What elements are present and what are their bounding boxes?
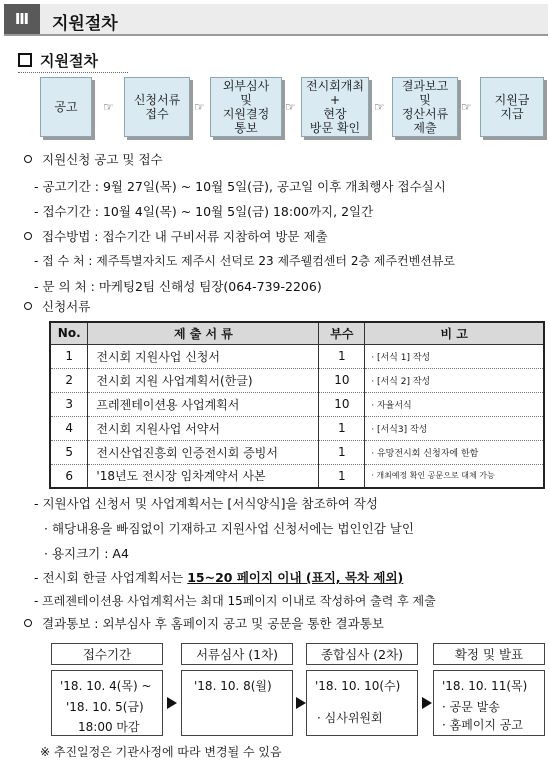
table-cell: 10 [319, 392, 365, 416]
note-line: - 프레젠테이션용 사업계획서는 최대 15페이지 이내로 작성하여 출력 후 제출 [34, 594, 436, 608]
section-title: 지원절차 [52, 14, 118, 34]
table-row [50, 464, 544, 488]
footnote: ※ 추진일정은 기관사정에 따라 변경될 수 있음 [40, 745, 282, 759]
list-item: 접수방법 : 접수기간 내 구비서류 지참하여 방문 제출 [24, 227, 328, 245]
schedule-body [51, 670, 163, 736]
notice-period: - 공고기간 : 9월 27일(목) ~ 10월 5일(금), 공고일 이후 개최행사 접수실시 [34, 179, 446, 194]
schedule-head: 확정 및 발표 [433, 643, 545, 665]
divider [18, 72, 128, 73]
note-text: - 전시회 한글 사업계획서는 [34, 570, 188, 585]
hand-pointer-icon: ☞ [103, 100, 114, 114]
schedule-date: '18. 10. 4(목) ~ [60, 679, 152, 693]
schedule-date: '18. 10. 11(목) [442, 679, 528, 693]
circle-bullet-icon [24, 619, 32, 627]
subsection-title: 지원절차 [40, 51, 98, 70]
table-cell: · 개최예정 확인 공문으로 대체 가능 [365, 464, 544, 488]
schedule-body [181, 670, 293, 736]
schedule-note: · 공문 발송 [442, 700, 500, 714]
hand-pointer-icon: ☞ [374, 100, 385, 114]
circle-bullet-icon [24, 302, 32, 310]
table-row [50, 416, 544, 440]
flow-step: 결과보고 및 정산서류 제출 [392, 77, 458, 137]
table-cell: 6 [50, 464, 88, 488]
table-cell: 4 [50, 416, 88, 440]
schedule-date: '18. 10. 10(수) [315, 679, 401, 693]
table-cell: 3 [50, 392, 88, 416]
hand-pointer-icon: ☞ [285, 100, 296, 114]
table-row [50, 392, 544, 416]
table-cell: 전시회 지원사업 신청서 [88, 344, 319, 368]
documents-table [49, 321, 545, 489]
flow-step: 공고 [40, 77, 92, 137]
schedule-note: 18:00 마감 [78, 720, 140, 734]
table-cell: 1 [319, 440, 365, 464]
receipt-period: - 접수기간 : 10월 4일(목) ~ 10월 5일(금) 18:00까지, 2일간 [34, 204, 374, 219]
schedule-head: 접수기간 [51, 643, 163, 665]
arrow-right-icon [296, 697, 306, 709]
table-cell: 전시산업진흥회 인증전시회 증빙서 [88, 440, 319, 464]
note-line [34, 568, 403, 586]
circle-bullet-icon [24, 155, 32, 163]
arrow-right-icon [422, 697, 432, 709]
table-cell: 전시회 지원사업 서약서 [88, 416, 319, 440]
schedule-note: · 심사위원회 [317, 711, 383, 725]
flow-step: 지원금 지급 [480, 77, 544, 137]
section-number: Ⅲ [4, 4, 40, 34]
schedule-body [433, 670, 545, 736]
schedule-head: 서류심사 (1차) [181, 643, 293, 665]
flow-step: 신청서류 접수 [124, 77, 190, 137]
page-limit-emphasis: 15~20 페이지 이내 (표지, 목차 제외) [187, 570, 404, 585]
flow-step: 전시회개최 + 현장 방문 확인 [301, 77, 369, 137]
table-cell: 1 [50, 344, 88, 368]
column-header: No. [50, 322, 88, 344]
table-cell: · 유망전시회 신청자에 한함 [365, 440, 544, 464]
list-item: 지원신청 공고 및 접수 [24, 150, 163, 168]
column-header: 부수 [319, 322, 365, 344]
schedule-head: 종합심사 (2차) [306, 643, 418, 665]
note-line: · 용지크기 : A4 [44, 546, 129, 561]
list-item: 결과통보 : 외부심사 후 홈페이지 공고 및 공문을 통한 결과통보 [24, 614, 384, 632]
schedule-date: '18. 10. 5(금) [66, 700, 144, 714]
table-cell: · [서식 1] 작성 [365, 344, 544, 368]
circle-bullet-icon [24, 232, 32, 240]
hand-pointer-icon: ☞ [194, 100, 205, 114]
table-row [50, 344, 544, 368]
table-cell: 10 [319, 368, 365, 392]
contact: - 문 의 처 : 마케팅2팀 신해성 팀장(064-739-2206) [34, 279, 322, 294]
hand-pointer-icon: ☞ [461, 100, 472, 114]
list-item: 신청서류 [24, 297, 90, 315]
table-row [50, 440, 544, 464]
table-cell: '18년도 전시장 임차계약서 사본 [88, 464, 319, 488]
table-cell: 1 [319, 344, 365, 368]
table-header-row [50, 322, 544, 344]
receipt-place: - 접 수 처 : 제주특별자치도 제주시 선덕로 23 제주웰컴센터 2층 제주컨벤션뷰로 [34, 254, 455, 268]
table-cell: · [서식3] 작성 [365, 416, 544, 440]
checkbox-square-icon [18, 53, 32, 67]
column-header: 비 고 [365, 322, 544, 344]
schedule-body [306, 670, 418, 736]
note-line: · 해당내용을 빠짐없이 기재하고 지원사업 신청서에는 법인인감 날인 [44, 521, 414, 536]
subsection-heading [18, 50, 98, 70]
schedule-note: · 홈페이지 공고 [442, 718, 523, 732]
table-cell: · [서식 2] 작성 [365, 368, 544, 392]
section-header [4, 4, 548, 36]
table-cell: 5 [50, 440, 88, 464]
flow-step: 외부심사 및 지원결정 통보 [210, 77, 282, 137]
table-cell: 1 [319, 416, 365, 440]
table-cell: 1 [319, 464, 365, 488]
note-line: - 지원사업 신청서 및 사업계획서는 [서식양식]을 참조하여 작성 [34, 496, 378, 511]
column-header: 제 출 서 류 [88, 322, 319, 344]
table-cell: · 자율서식 [365, 392, 544, 416]
table-cell: 프레젠테이션용 사업계획서 [88, 392, 319, 416]
arrow-right-icon [167, 697, 177, 709]
table-cell: 2 [50, 368, 88, 392]
table-row [50, 368, 544, 392]
table-cell: 전시회 지원 사업계획서(한글) [88, 368, 319, 392]
schedule-date: '18. 10. 8(월) [194, 679, 272, 693]
